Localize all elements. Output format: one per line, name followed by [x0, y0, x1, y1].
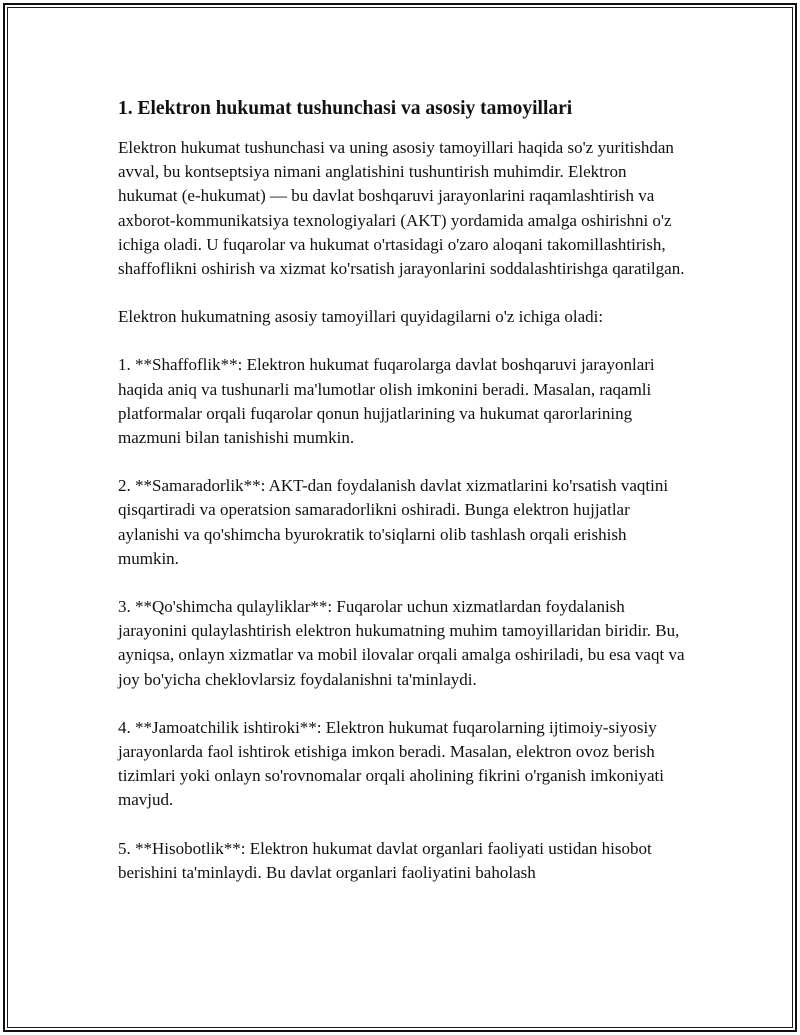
paragraph-principle-2: 2. **Samaradorlik**: AKT-dan foydalanish davlat xizmatlarini ko'rsatish vaqtini qisqartiradi va operatsion samaradorlikni oshiradi. Bunga elektron hujjatlar aylanishi va qo'shimcha byurokratik to'siqlarni olib tashlash orqali erishish mumkin.: [118, 476, 669, 568]
page-frame: [3, 3, 797, 1032]
paragraph-principle-3: 3. **Qo'shimcha qulayliklar**: Fuqarolar uchun xizmatlardan foydalanish jarayonini qulaylashtirish elektron hukumatning muhim tamoyillaridan biridir. Bu, ayniqsa, onlayn xizmatlar va mobil ilovalar orqali amalga oshiriladi, bu esa vaqt va joy bo'yicha cheklovlarsiz foydalanishni ta'minlaydi.: [118, 597, 685, 689]
paragraph-principles-lead: Elektron hukumatning asosiy tamoyillari quyidagilarni o'z ichiga oladi:: [118, 307, 604, 327]
document-heading: 1. Elektron hukumat tushunchasi va asosiy tamoyillari: [118, 98, 573, 119]
paragraph-principle-4: 4. **Jamoatchilik ishtiroki**: Elektron hukumat fuqarolarning ijtimoiy-siyosiy jarayonlarda faol ishtirok etishiga imkon beradi. Masalan, elektron ovoz berish tizimlari yoki onlayn so'rovnomalar orqali aholining fikrini o'rganish imkoniyati mavjud.: [118, 717, 664, 810]
paragraph-principle-1: 1. **Shaffoflik**: Elektron hukumat fuqarolarga davlat boshqaruvi jarayonlari haqida aniq va tushunarli ma'lumotlar olish imkonini beradi. Masalan, raqamli platformalar orqali fuqarolar qonun hujjatlarining va hukumat qarorlarining mazmuni bilan tanishishi mumkin.: [118, 355, 655, 448]
paragraph-intro: Elektron hukumat tushunchasi va uning asosiy tamoyillari haqida so'z yuritishdan avval, bu kontseptsiya nimani anglatishini tushuntirish muhimdir. Elektron hukumat (e-hukumat) — bu davlat boshqaruvi jarayonlarini raqamlashtirish va axborot-kommunikatsiya texnologiyalari (AKT) yordamida amalga oshirishni o'z ichiga oladi. U fuqarolar va hukumat o'rtasidagi o'zaro aloqani takomillashtirish, shaffoflikni oshirish va xizmat ko'rsatish jarayonlarini soddalashtirishga qaratilgan.: [118, 138, 685, 279]
document-content: [118, 96, 690, 909]
paragraph-principle-5: 5. **Hisobotlik**: Elektron hukumat davlat organlari faoliyati ustidan hisobot berishini ta'minlaydi. Bu davlat organlari faoliyatini baholash: [118, 838, 652, 882]
